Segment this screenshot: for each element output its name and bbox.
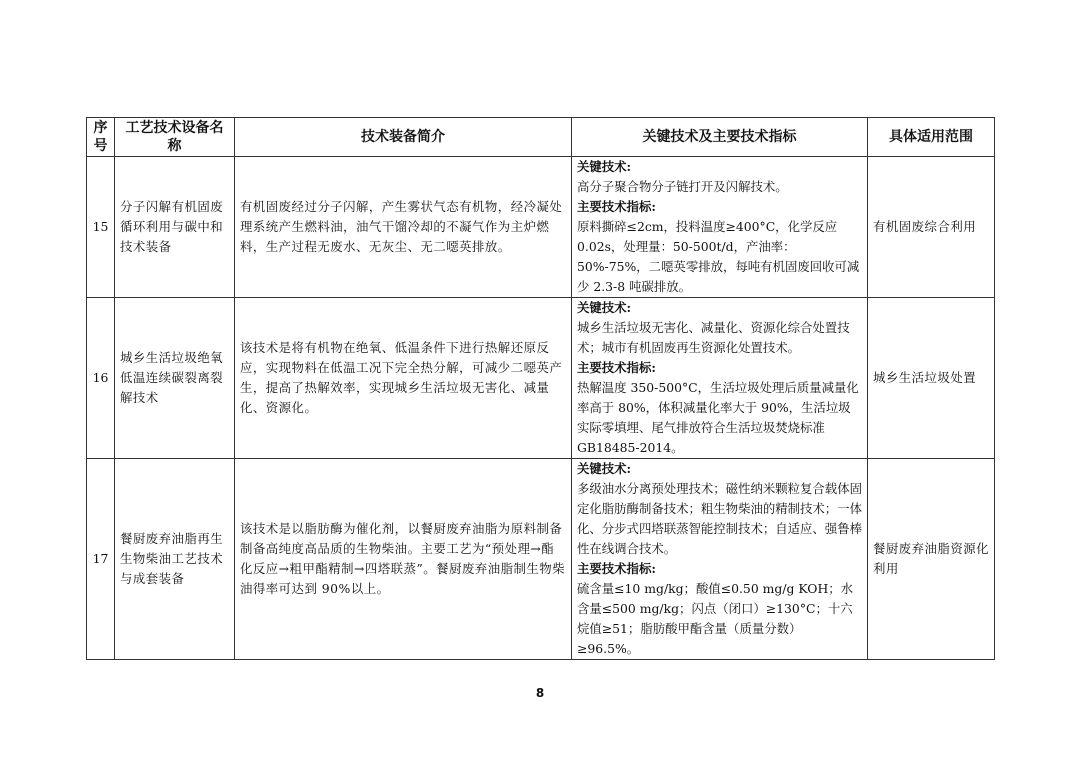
- tech-name: 餐厨废弃油脂再生生物柴油工艺技术与成套装备: [115, 459, 235, 660]
- row-number: 16: [87, 298, 115, 459]
- key-tech-label: 关键技术:: [577, 159, 632, 174]
- key-tech-text: 城乡生活垃圾无害化、减量化、资源化综合处置技术；城市有机固废再生资源化处置技术。: [577, 320, 850, 355]
- index-text: 硫含量≤10 mg/kg；酸值≤0.50 mg/g KOH；水含量≤500 mg/kg；闪点（闭口）≥130°C；十六烷值≥51；脂肪酸甲酯含量（质量分数）≥96.5%。: [577, 581, 854, 656]
- technology-table: [86, 117, 995, 660]
- index-label: 主要技术指标:: [577, 561, 656, 576]
- table-header-row: [87, 118, 995, 157]
- key-tech-cell: [572, 157, 868, 298]
- header-key-tech: 关键技术及主要技术指标: [572, 118, 868, 157]
- index-text: 热解温度 350-500°C，生活垃圾处理后质量减量化率高于 80%，体积减量化率大于 90%，生活垃圾实际零填埋、尾气排放符合生活垃圾焚烧标准GB18485-2014。: [577, 380, 859, 455]
- scope: 有机固废综合利用: [868, 157, 995, 298]
- row-number: 17: [87, 459, 115, 660]
- table-row: [87, 298, 995, 459]
- tech-intro: 该技术是以脂肪酶为催化剂，以餐厨废弃油脂为原料制备制备高纯度高品质的生物柴油。主要工艺为“预处理→酯化反应→粗甲酯精制→四塔联蒸”。餐厨废弃油脂制生物柴油得率可达到 90%以上。: [235, 459, 572, 660]
- scope: 餐厨废弃油脂资源化利用: [868, 459, 995, 660]
- tech-name: 城乡生活垃圾绝氧低温连续碳裂离裂解技术: [115, 298, 235, 459]
- tech-name: 分子闪解有机固废循环利用与碳中和技术装备: [115, 157, 235, 298]
- document-page: [86, 117, 994, 660]
- header-intro: 技术装备简介: [235, 118, 572, 157]
- tech-intro: 有机固废经过分子闪解，产生雾状气态有机物，经冷凝处理系统产生燃料油，油气干馏冷却的不凝气作为主炉燃料，生产过程无废水、无灰尘、无二噁英排放。: [235, 157, 572, 298]
- key-tech-label: 关键技术:: [577, 461, 632, 476]
- header-no: 序号: [87, 118, 115, 157]
- index-label: 主要技术指标:: [577, 199, 656, 214]
- key-tech-label: 关键技术:: [577, 300, 632, 315]
- key-tech-text: 高分子聚合物分子链打开及闪解技术。: [577, 179, 788, 194]
- key-tech-cell: [572, 459, 868, 660]
- index-text: 原料撕碎≤2cm，投料温度≥400°C，化学反应 0.02s，处理量：50-500t/d，产油率：50%-75%，二噁英零排放，每吨有机固废回收可减少 2.3-8 吨碳排放。: [577, 219, 860, 294]
- header-scope: 具体适用范围: [868, 118, 995, 157]
- page-number: 8: [535, 686, 545, 700]
- index-label: 主要技术指标:: [577, 360, 656, 375]
- header-name: 工艺技术设备名称: [115, 118, 235, 157]
- key-tech-cell: [572, 298, 868, 459]
- row-number: 15: [87, 157, 115, 298]
- tech-intro: 该技术是将有机物在绝氧、低温条件下进行热解还原反应，实现物料在低温工况下完全热分解，可减少二噁英产生，提高了热解效率，实现城乡生活垃圾无害化、减量化、资源化。: [235, 298, 572, 459]
- key-tech-text: 多级油水分离预处理技术；磁性纳米颗粒复合载体固定化脂肪酶制备技术；粗生物柴油的精制技术；一体化、分步式四塔联蒸智能控制技术；自适应、强鲁棒性在线调合技术。: [577, 481, 862, 556]
- scope: 城乡生活垃圾处置: [868, 298, 995, 459]
- table-row: [87, 157, 995, 298]
- table-row: [87, 459, 995, 660]
